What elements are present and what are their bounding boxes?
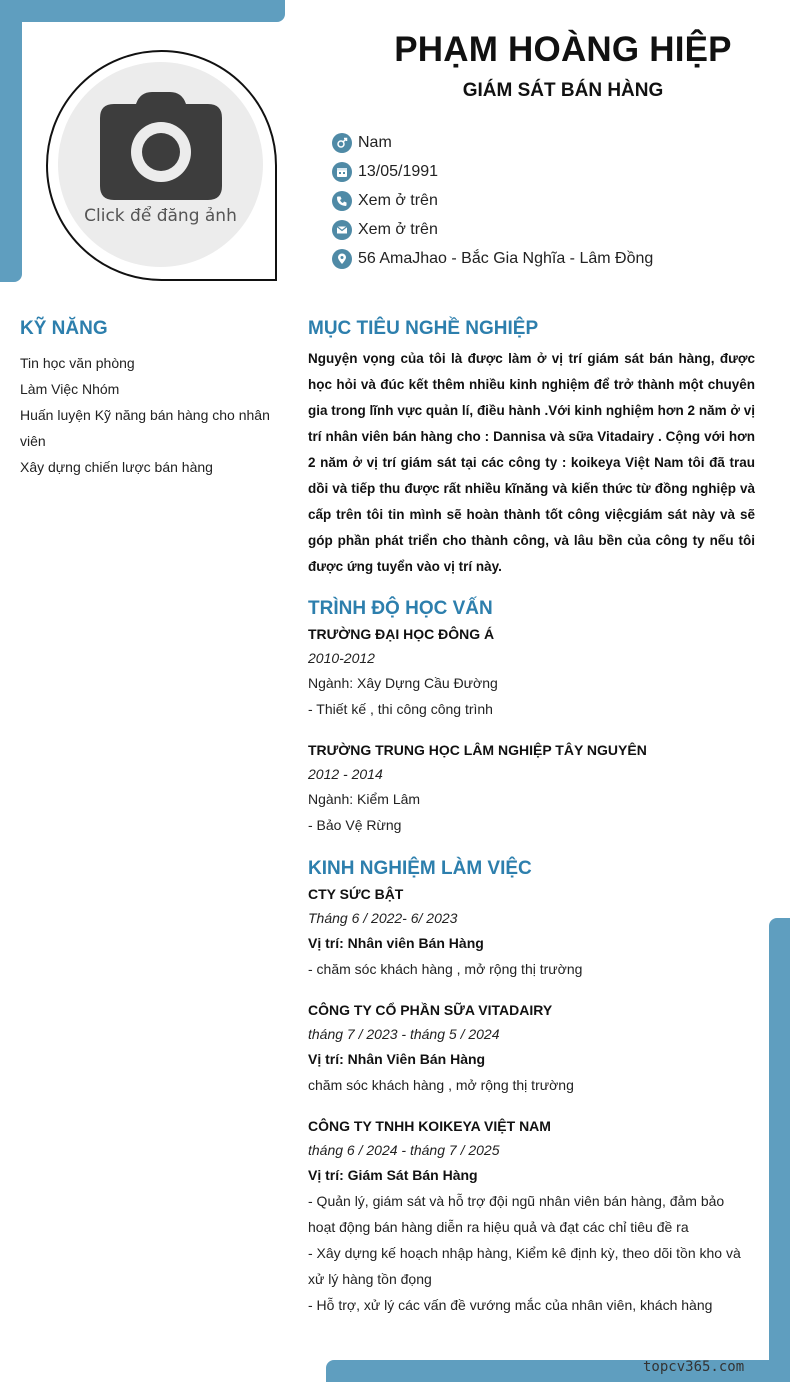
experience-detail: - Hỗ trợ, xử lý các vấn đề vướng mắc của nhân viên, khách hàng: [308, 1297, 713, 1313]
objective-text: Nguyện vọng của tôi là được làm ở vị trí giám sát bán hàng, được học hỏi và đúc kết thêm nhiều kinh nghiệm để trở thành một chuyên gia trong lĩnh vực quản lí, điều hành .Với kinh nghiệm hơn 2 năm ở vị trí nhân viên bán hàng cho : Dannisa và sữa Vitadairy . Cộng với hơn 2 năm ở vị trí giám sát tại các công ty : koikeya Việt Nam tôi đã trau dồi và tiếp thu được rất nhiều kĩnăng và kiến thức từ đồng nghiệp và cấp trên tôi tin mình sẽ hoàn thành tốt công việcgiám sát này và sẽ góp phần phát triển cho thành công, và lâu bền của công ty nếu tôi được ứng tuyển vào vị trí này.: [308, 351, 755, 574]
skill-item: Tin học văn phòng: [20, 355, 135, 371]
phone-icon: [332, 191, 352, 211]
contact-phone[interactable]: [332, 186, 653, 215]
experience-role: Vị trí: Giám Sát Bán Hàng: [308, 1167, 478, 1183]
contact-phone-value: Xem ở trên: [358, 191, 438, 209]
skill-item: Làm Việc Nhóm: [20, 381, 120, 397]
experience-detail: - chăm sóc khách hàng , mở rộng thị trường: [308, 961, 583, 977]
email-icon: [332, 220, 352, 240]
experience-entry: [308, 1114, 755, 1318]
experience-period: Tháng 6 / 2022- 6/ 2023: [308, 910, 458, 926]
main-column: [308, 316, 755, 1328]
experience-detail: - Xây dựng kế hoạch nhập hàng, Kiểm kê định kỳ, theo dõi tồn kho và xử lý hàng tồn đọng: [308, 1245, 741, 1287]
education-major: Ngành: Xây Dựng Cầu Đường: [308, 675, 498, 691]
experience-heading: KINH NGHIỆM LÀM VIỆC: [308, 858, 532, 879]
location-icon: [332, 249, 352, 269]
education-entry: [308, 738, 755, 838]
decor-bar-left: [0, 0, 22, 282]
objective-heading: MỤC TIÊU NGHỀ NGHIỆP: [308, 318, 539, 339]
experience-detail: - Quản lý, giám sát và hỗ trợ đội ngũ nhân viên bán hàng, đảm bảo hoạt động bán hàng diễn ra hiệu quả và đạt các chỉ tiêu đề ra: [308, 1193, 725, 1235]
contact-list: [332, 128, 653, 273]
contact-birthday-value: 13/05/1991: [358, 162, 439, 180]
calendar-icon: [332, 162, 352, 182]
decor-bar-top: [0, 0, 285, 22]
gender-icon: [332, 133, 352, 153]
company-name: CÔNG TY TNHH KOIKEYA VIỆT NAM: [308, 1118, 551, 1134]
company-name: CÔNG TY CỔ PHẦN SỮA VITADAIRY: [308, 1002, 553, 1018]
skills-heading: KỸ NĂNG: [20, 318, 108, 339]
school-name: TRƯỜNG TRUNG HỌC LÂM NGHIỆP TÂY NGUYÊN: [308, 742, 647, 758]
skill-item: Xây dựng chiến lược bán hàng: [20, 459, 213, 475]
experience-role: Vị trí: Nhân viên Bán Hàng: [308, 935, 484, 951]
experience-period: tháng 6 / 2024 - tháng 7 / 2025: [308, 1142, 500, 1158]
job-title: GIÁM SÁT BÁN HÀNG: [462, 80, 664, 101]
experience-entry: [308, 998, 755, 1098]
skills-list: [20, 350, 280, 480]
contact-address: [332, 244, 653, 273]
experience-role: Vị trí: Nhân Viên Bán Hàng: [308, 1051, 486, 1067]
school-name: TRƯỜNG ĐẠI HỌC ĐÔNG Á: [308, 626, 495, 642]
education-note: - Thiết kế , thi công công trình: [308, 701, 493, 717]
contact-email-value: Xem ở trên: [358, 220, 438, 238]
contact-address-value: 56 AmaJhao - Bắc Gia Nghĩa - Lâm Đồng: [358, 249, 654, 267]
contact-gender: [332, 128, 653, 157]
experience-period: tháng 7 / 2023 - tháng 5 / 2024: [308, 1026, 500, 1042]
decor-bar-right: [769, 918, 790, 1382]
experience-entry: [308, 882, 755, 982]
contact-gender-value: Nam: [358, 133, 392, 151]
avatar-caption: Click để đăng ảnh: [84, 206, 237, 226]
education-period: 2012 - 2014: [308, 766, 383, 782]
education-period: 2010-2012: [308, 650, 375, 666]
contact-email[interactable]: [332, 215, 653, 244]
avatar-frame: [46, 50, 277, 281]
company-name: CTY SỨC BẬT: [308, 886, 404, 902]
education-entry: [308, 622, 755, 722]
education-note: - Bảo Vệ Rừng: [308, 817, 402, 833]
education-heading: TRÌNH ĐỘ HỌC VẤN: [308, 598, 493, 619]
avatar-upload[interactable]: [58, 62, 263, 267]
watermark: topcv365.com: [643, 1359, 745, 1375]
experience-detail: chăm sóc khách hàng , mở rộng thị trường: [308, 1077, 574, 1093]
education-major: Ngành: Kiểm Lâm: [308, 791, 421, 807]
candidate-name: PHẠM HOÀNG HIỆP: [394, 30, 732, 69]
camera-icon: [100, 92, 222, 200]
contact-birthday: [332, 157, 653, 186]
skill-item: Huấn luyện Kỹ năng bán hàng cho nhân viên: [20, 407, 270, 449]
